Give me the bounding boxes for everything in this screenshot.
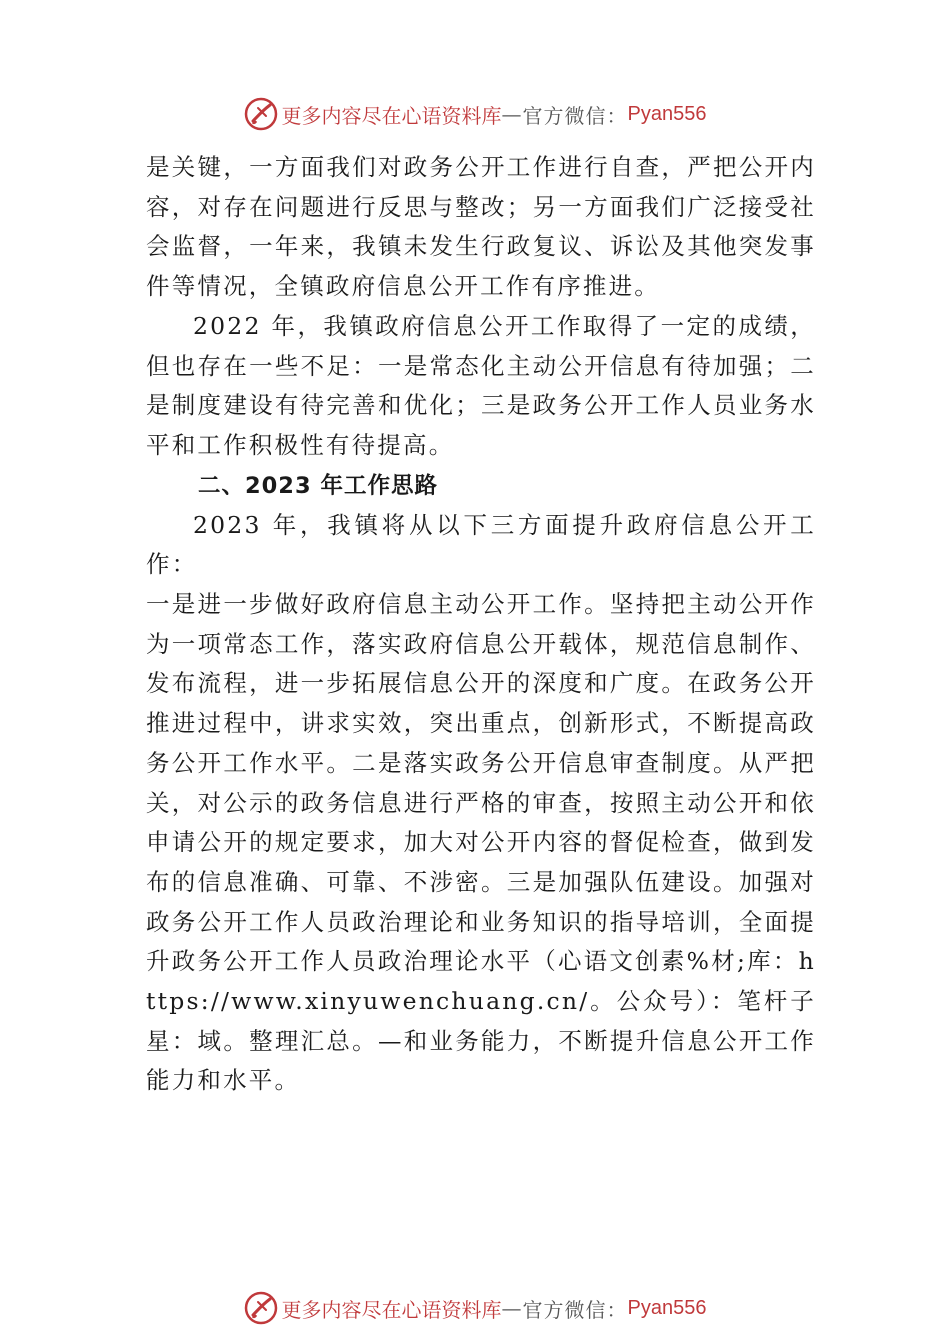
- brush-logo-icon: [244, 97, 278, 131]
- header-watermark: [0, 94, 950, 134]
- watermark-library-name: 更多内容尽在心语资料库: [281, 103, 502, 128]
- paragraph-2022-summary: 2022 年，我镇政府信息公开工作取得了一定的成绩，但也存在一些不足：一是常态化主动公开信息有待加强；二是制度建设有待完善和优化；三是政务公开工作人员业务水平和工作积极性有待提高。: [146, 311, 816, 459]
- watermark-wechat-label: 官方微信：: [522, 103, 628, 128]
- watermark-library-name: 更多内容尽在心语资料库: [281, 1297, 502, 1322]
- document-body: [146, 148, 816, 1101]
- paragraph-2023-intro: 2023 年，我镇将从以下三方面提升政府信息公开工作：: [146, 510, 816, 579]
- brush-logo-icon: [244, 1291, 278, 1325]
- paragraph-2023-details: 一是进一步做好政府信息主动公开工作。坚持把主动公开作为一项常态工作，落实政府信息公开载体，规范信息制作、 发布流程，进一步拓展信息公开的深度和广度。在政务公开推进过程中，讲求实效，突出重点，创新形式，不断提高政务公开工作水平。二是落实政务公开信息审查制度。从严把关，对公示的政务信息进行严格的审查，按照主动公开和依申请公开的规定要求，加大对公开内容的督促检查，做到发布的信息准确、可靠、不涉密。三是加强队伍建设。加强对政务公开工作人员政治理论和业务知识的指导培训，全面提升政务公开工作人员政治理论水平（心语文创素%材;库：https://www.xinyuwenchuang.cn/。公众号）：笔杆子星：域。整理汇总。—和业务能力，不断提升信息公开工作能力和水平。: [146, 590, 816, 1095]
- paragraph-continuation: 是关键，一方面我们对政务公开工作进行自查，严把公开内容，对存在问题进行反思与整改；另一方面我们广泛接受社会监督，一年来，我镇未发生行政复议、诉讼及其他突发事件等情况，全镇政府信息公开工作有序推进。: [146, 153, 816, 301]
- watermark-wechat-id: Pyan556: [627, 1296, 707, 1319]
- watermark-dash: —: [501, 1296, 523, 1320]
- footer-watermark: [0, 1288, 950, 1328]
- section-heading-2023-plan: 二、2023 年工作思路: [198, 472, 438, 499]
- watermark-wechat-label: 官方微信：: [522, 1297, 628, 1322]
- watermark-wechat-id: Pyan556: [627, 102, 707, 125]
- watermark-dash: —: [501, 102, 523, 126]
